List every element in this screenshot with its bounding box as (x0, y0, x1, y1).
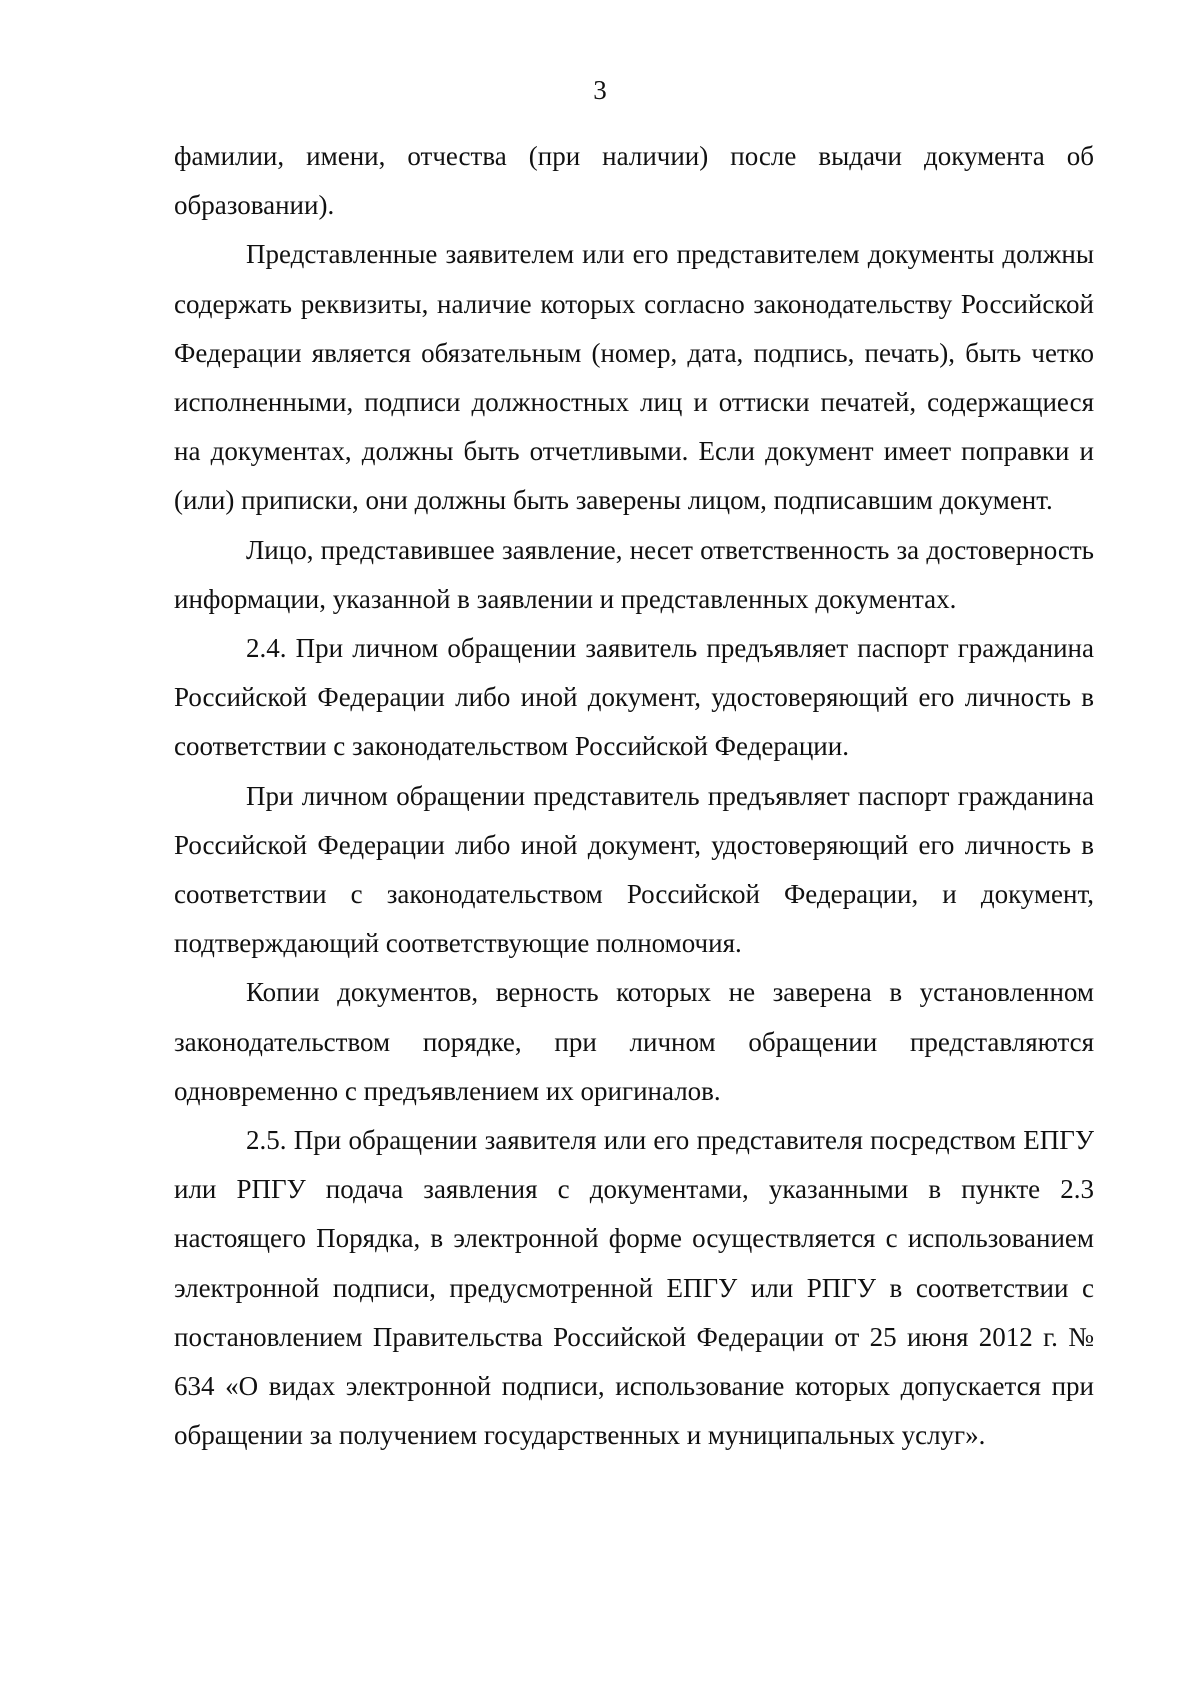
paragraph-2-4-applicant: 2.4. При личном обращении заявитель предъявляет паспорт гражданина Российской Федерации либо иной документ, удостоверяющий его личность в соответствии с законодательством Российской Федерации. (174, 633, 1094, 762)
document-body (174, 132, 1094, 1460)
page-number: 3 (593, 75, 607, 105)
paragraph-representative: При личном обращении представитель предъявляет паспорт гражданина Российской Федерации либо иной документ, удостоверяющий его личность в соответствии с законодательством Российской Федерации, и документ, подтверждающий соответствующие полномочия. (174, 780, 1094, 959)
paragraph-document-requirements: Представленные заявителем или его представителем документы должны содержать реквизиты, наличие которых согласно законодательству Российской Федерации является обязательным (номер, дата, подпись, печать), быть четко исполненными, подписи должностных лиц и оттиски печатей, содержащиеся на документах, должны быть отчетливыми. Если документ имеет поправки и (или) приписки, они должны быть заверены лицом, подписавшим документ. (174, 239, 1094, 516)
paragraph-copies: Копии документов, верность которых не заверена в установленном законодательством порядке, при личном обращении представляются одновременно с предъявлением их оригиналов. (174, 977, 1094, 1106)
paragraph-2-5-electronic: 2.5. При обращении заявителя или его представителя посредством ЕПГУ или РПГУ подача заявления с документами, указанными в пункте 2.3 настоящего Порядка, в электронной форме осуществляется с использованием электронной подписи, предусмотренной ЕПГУ или РПГУ в соответствии с постановлением Правительства Российской Федерации от 25 июня 2012 г. № 634 «О видах электронной подписи, использование которых допускается при обращении за получением государственных и муниципальных услуг». (174, 1125, 1094, 1451)
paragraph-continuation: фамилии, имени, отчества (при наличии) после выдачи документа об образовании). (174, 141, 1094, 221)
paragraph-responsibility: Лицо, представившее заявление, несет ответственность за достоверность информации, указанной в заявлении и представленных документах. (174, 534, 1094, 614)
